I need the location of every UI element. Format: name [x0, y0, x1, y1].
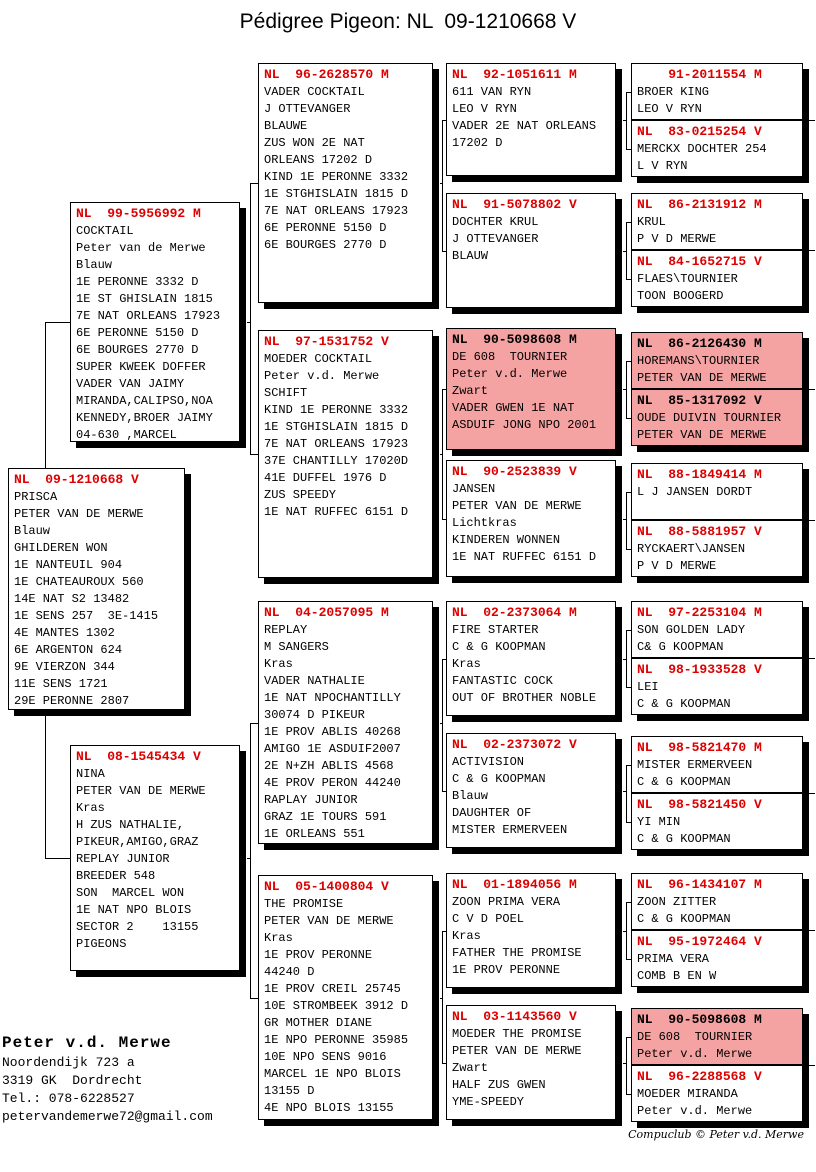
connector-line [250, 998, 258, 999]
pedigree-box-e88a [631, 463, 803, 520]
box-line: 30074 D PIKEUR [264, 708, 365, 722]
box-line: KIND 1E PERONNE 3332 [264, 170, 409, 184]
connector-line [250, 723, 258, 724]
box-line: MOEDER THE PROMISE [452, 1027, 582, 1041]
box-line: MIRANDA,CALIPSO,NOA [76, 394, 213, 408]
ring-number: NL 90-5098608 M [637, 1012, 762, 1027]
box-line: 1E PROV PERONNE [452, 963, 561, 977]
pedigree-box-e86b [631, 332, 803, 389]
ring-number: NL 90-2523839 V [452, 464, 577, 479]
box-line: 4E MANTES 1302 [14, 626, 115, 640]
box-line: 1E PROV CREIL 25745 [264, 982, 401, 996]
box-line: LEI [637, 680, 659, 694]
box-line: KIND 1E PERONNE 3332 [264, 403, 409, 417]
pedigree-box-b08 [70, 745, 240, 971]
box-line: DE 608 TOURNIER [637, 1030, 753, 1044]
box-line: 1E ST GHISLAIN 1815 [76, 292, 213, 306]
box-line: VADER GWEN 1E NAT [452, 401, 575, 415]
connector-line [45, 858, 70, 859]
box-line: RYCKAERT\JANSEN [637, 542, 746, 556]
box-line: KENNEDY,BROER JAIMY [76, 411, 213, 425]
box-line: C & G KOOPMAN [452, 772, 546, 786]
connector-line [250, 183, 258, 184]
box-line: Kras [264, 931, 293, 945]
connector-line [623, 120, 627, 121]
box-line: SCHIFT [264, 386, 308, 400]
box-line: BLAUWE [264, 119, 308, 133]
connector-line [440, 454, 443, 455]
ring-number: NL 02-2373072 V [452, 737, 577, 752]
box-line: YI MIN [637, 815, 681, 829]
box-line: 29E PERONNE 2807 [14, 694, 130, 708]
box-line: KINDEREN WONNEN [452, 533, 561, 547]
box-line: 1E PROV ABLIS 40268 [264, 725, 401, 739]
ring-number: NL 90-5098608 M [452, 332, 577, 347]
ring-number: 91-2011554 M [637, 67, 762, 82]
box-line: RAPLAY JUNIOR [264, 793, 358, 807]
box-line: 1E CHATEAUROUX 560 [14, 575, 144, 589]
box-line: GR MOTHER DIANE [264, 1016, 373, 1030]
connector-line [809, 930, 815, 931]
box-line: Blauw [452, 789, 489, 803]
box-line: L J JANSEN DORDT [637, 485, 753, 499]
box-line: 1E ORLEANS 551 [264, 827, 365, 841]
ring-number: NL 98-1933528 V [637, 662, 762, 677]
box-line: DOCHTER KRUL [452, 215, 539, 229]
box-line: 6E PERONNE 5150 D [76, 326, 199, 340]
connector-line [623, 389, 627, 390]
connector-line [809, 793, 815, 794]
box-line: DAUGHTER OF [452, 806, 532, 820]
box-line: PETER VAN DE MERWE [452, 1044, 582, 1058]
ring-number: NL 85-1317092 V [637, 393, 762, 408]
pedigree-box-e96b [631, 1065, 803, 1122]
pedigree-box-e98b [631, 736, 803, 793]
box-line: PETER VAN DE MERWE [264, 914, 394, 928]
pedigree-box-d90a [446, 328, 616, 450]
pedigree-box-d91 [446, 193, 616, 308]
box-line: C & G KOOPMAN [637, 832, 731, 846]
box-line: 6E BOURGES 2770 D [264, 238, 387, 252]
connector-line [626, 92, 627, 150]
pedigree-box-b99 [70, 202, 240, 442]
box-line: 1E NANTEUIL 904 [14, 558, 123, 572]
box-line: C& G KOOPMAN [637, 640, 724, 654]
pedigree-box-b09 [8, 468, 185, 710]
box-line: C & G KOOPMAN [452, 640, 546, 654]
connector-line [623, 519, 627, 520]
box-line: REPLAY [264, 623, 308, 637]
connector-line [623, 1063, 627, 1064]
box-line: J OTTEVANGER [452, 232, 539, 246]
box-line: Lichtkras [452, 516, 517, 530]
pedigree-box-d01 [446, 873, 616, 988]
box-line: C V D POEL [452, 912, 525, 926]
box-line: SON MARCEL WON [76, 886, 185, 900]
box-line: Zwart [452, 1061, 489, 1075]
pedigree-box-e98a [631, 658, 803, 715]
ring-number: NL 88-5881957 V [637, 524, 762, 539]
box-line: 17202 D [452, 136, 503, 150]
footer-credit: Compuclub © Peter v.d. Merwe [628, 1128, 804, 1141]
box-line: C & G KOOPMAN [637, 912, 731, 926]
box-line: C & G KOOPMAN [637, 775, 731, 789]
box-line: P V D MERWE [637, 559, 717, 573]
connector-line [442, 120, 443, 252]
ring-number: NL 05-1400804 V [264, 879, 389, 894]
box-line: 1E PERONNE 3332 D [76, 275, 199, 289]
box-line: 6E ARGENTON 624 [14, 643, 123, 657]
ring-number: NL 04-2057095 M [264, 605, 389, 620]
box-line: SECTOR 2 13155 [76, 920, 199, 934]
ring-number: NL 96-1434107 M [637, 877, 762, 892]
box-line: GHILDEREN WON [14, 541, 108, 555]
owner-phone-line: Tel.: 078-6228527 [2, 1091, 135, 1106]
box-line: VADER COCKTAIL [264, 85, 365, 99]
box-line: 04-630 ,MARCEL [76, 428, 177, 442]
box-line: FIRE STARTER [452, 623, 539, 637]
box-line: 7E NAT ORLEANS 17923 [264, 437, 409, 451]
pedigree-box-d90b [446, 460, 616, 577]
pedigree-box-e84 [631, 250, 803, 307]
ring-number: NL 86-2126430 M [637, 336, 762, 351]
pedigree-box-d92 [446, 63, 616, 176]
pedigree-box-c97 [258, 330, 433, 578]
box-line: PETER VAN DE MERWE [637, 371, 767, 385]
box-line: ZUS SPEEDY [264, 488, 337, 502]
pedigree-box-d02a [446, 601, 616, 716]
ring-number: NL 08-1545434 V [76, 749, 201, 764]
box-line: 1E PROV PERONNE [264, 948, 373, 962]
box-line: 10E STROMBEEK 3912 D [264, 999, 409, 1013]
connector-line [809, 389, 815, 390]
ring-number: NL 88-1849414 M [637, 467, 762, 482]
box-line: ORLEANS 17202 D [264, 153, 373, 167]
box-line: 7E NAT ORLEANS 17923 [76, 309, 221, 323]
box-line: 13155 D [264, 1084, 315, 1098]
pedigree-box-e83 [631, 120, 803, 177]
box-line: VADER VAN JAIMY [76, 377, 185, 391]
box-line: Peter van de Merwe [76, 241, 206, 255]
connector-line [626, 492, 627, 550]
owner-city-line: 3319 GK Dordrecht [2, 1073, 143, 1088]
box-line: Peter v.d. Merwe [637, 1104, 753, 1118]
box-line: 7E NAT ORLEANS 17923 [264, 204, 409, 218]
box-line: SUPER KWEEK DOFFER [76, 360, 206, 374]
connector-line [442, 659, 443, 792]
pedigree-box-c04 [258, 601, 433, 844]
box-line: 1E NPO PERONNE 35985 [264, 1033, 409, 1047]
ring-number: NL 02-2373064 M [452, 605, 577, 620]
connector-line [809, 1065, 815, 1066]
box-line: Kras [452, 657, 481, 671]
box-line: LEO V RYN [637, 102, 702, 116]
box-line: 4E NPO BLOIS 13155 [264, 1101, 394, 1115]
ring-number: NL 97-1531752 V [264, 334, 389, 349]
box-line: COCKTAIL [76, 224, 134, 238]
box-line: HALF ZUS GWEN [452, 1078, 546, 1092]
ring-number: NL 96-2288568 V [637, 1069, 762, 1084]
box-line: 1E STGHISLAIN 1815 D [264, 187, 409, 201]
box-line: Zwart [452, 384, 489, 398]
box-line: MISTER ERMERVEEN [637, 758, 753, 772]
pedigree-box-e88b [631, 520, 803, 577]
box-line: M SANGERS [264, 640, 329, 654]
box-line: YME-SPEEDY [452, 1095, 525, 1109]
connector-line [809, 658, 815, 659]
pedigree-box-e85 [631, 389, 803, 446]
box-line: 1E NAT NPOCHANTILLY [264, 691, 401, 705]
box-line: TOON BOOGERD [637, 289, 724, 303]
box-line: MOEDER MIRANDA [637, 1087, 738, 1101]
box-line: 37E CHANTILLY 17020D [264, 454, 409, 468]
box-line: Kras [452, 929, 481, 943]
ring-number: NL 91-5078802 V [452, 197, 577, 212]
pedigree-box-e97 [631, 601, 803, 658]
box-line: THE PROMISE [264, 897, 344, 911]
pedigree-box-c05 [258, 875, 433, 1120]
ring-number: NL 98-5821450 V [637, 797, 762, 812]
box-line: 4E PROV PERON 44240 [264, 776, 401, 790]
ring-number: NL 83-0215254 V [637, 124, 762, 139]
box-line: Peter v.d. Merwe [637, 1047, 753, 1061]
page-title: Pédigree Pigeon: NL 09-1210668 V [239, 10, 577, 33]
pedigree-box-c96 [258, 63, 433, 303]
connector-line [440, 723, 443, 724]
box-line: ASDUIF JONG NPO 2001 [452, 418, 597, 432]
box-line: ACTIVISION [452, 755, 525, 769]
connector-line [250, 183, 251, 455]
box-line: 1E NAT RUFFEC 6151 D [452, 550, 597, 564]
box-line: LEO V RYN [452, 102, 517, 116]
ring-number: NL 95-1972464 V [637, 934, 762, 949]
ring-number: NL 98-5821470 M [637, 740, 762, 755]
connector-line [247, 858, 251, 859]
box-line: MERCKX DOCHTER 254 [637, 142, 767, 156]
connector-line [809, 250, 815, 251]
box-line: FATHER THE PROMISE [452, 946, 582, 960]
box-line: REPLAY JUNIOR [76, 852, 170, 866]
owner-email-line: petervandemerwe72@gmail.com [2, 1109, 213, 1124]
connector-line [623, 251, 627, 252]
connector-line [626, 765, 627, 823]
box-line: PETER VAN DE MERWE [14, 507, 144, 521]
box-line: HOREMANS\TOURNIER [637, 354, 760, 368]
owner-address-line: Noordendijk 723 a [2, 1055, 135, 1070]
box-line: ZOON PRIMA VERA [452, 895, 561, 909]
box-line: MISTER ERMERVEEN [452, 823, 568, 837]
box-line: 9E VIERZON 344 [14, 660, 115, 674]
connector-line [626, 1037, 627, 1095]
box-line: 6E BOURGES 2770 D [76, 343, 199, 357]
box-line: Peter v.d. Merwe [264, 369, 380, 383]
box-line: PIKEUR,AMIGO,GRAZ [76, 835, 199, 849]
box-line: P V D MERWE [637, 232, 717, 246]
box-line: 11E SENS 1721 [14, 677, 108, 691]
box-line: Kras [76, 801, 105, 815]
box-line: J OTTEVANGER [264, 102, 351, 116]
box-line: SON GOLDEN LADY [637, 623, 746, 637]
box-line: MOEDER COCKTAIL [264, 352, 373, 366]
connector-line [809, 120, 815, 121]
box-line: ZUS WON 2E NAT [264, 136, 365, 150]
connector-line [623, 791, 627, 792]
box-line: BLAUW [452, 249, 489, 263]
connector-line [440, 183, 443, 184]
connector-line [626, 361, 627, 419]
ring-number: NL 01-1894056 M [452, 877, 577, 892]
ring-number: NL 84-1652715 V [637, 254, 762, 269]
box-line: 6E PERONNE 5150 D [264, 221, 387, 235]
ring-number: NL 97-2253104 M [637, 605, 762, 620]
box-line: DE 608 TOURNIER [452, 350, 568, 364]
box-line: PETER VAN DE MERWE [76, 784, 206, 798]
connector-line [623, 931, 627, 932]
owner-block [2, 1032, 213, 1126]
box-line: PIGEONS [76, 937, 127, 951]
box-line: PRIMA VERA [637, 952, 710, 966]
box-line: L V RYN [637, 159, 688, 173]
box-line: NINA [76, 767, 105, 781]
connector-line [440, 998, 443, 999]
owner-name: Peter v.d. Merwe [2, 1034, 172, 1052]
ring-number: NL 96-2628570 M [264, 67, 389, 82]
pedigree-box-e95 [631, 930, 803, 987]
connector-line [250, 454, 258, 455]
box-line: 1E NAT RUFFEC 6151 D [264, 505, 409, 519]
box-line: 611 VAN RYN [452, 85, 532, 99]
connector-line [809, 520, 815, 521]
box-line: ZOON ZITTER [637, 895, 717, 909]
box-line: Peter v.d. Merwe [452, 367, 568, 381]
box-line: AMIGO 1E ASDUIF2007 [264, 742, 401, 756]
pedigree-box-e90 [631, 1008, 803, 1065]
box-line: BROER KING [637, 85, 710, 99]
pedigree-box-e98c [631, 793, 803, 850]
box-line: GRAZ 1E TOURS 591 [264, 810, 387, 824]
box-line: PRISCA [14, 490, 58, 504]
box-line: 1E SENS 257 3E-1415 [14, 609, 159, 623]
connector-line [623, 659, 627, 660]
connector-line [45, 322, 70, 323]
pedigree-box-e96a [631, 873, 803, 930]
box-line: Blauw [14, 524, 51, 538]
box-line: 41E DUFFEL 1976 D [264, 471, 387, 485]
box-line: MARCEL 1E NPO BLOIS [264, 1067, 401, 1081]
box-line: OUT OF BROTHER NOBLE [452, 691, 597, 705]
ring-number: NL 09-1210668 V [14, 472, 139, 487]
connector-line [250, 723, 251, 999]
box-line: 1E STGHISLAIN 1815 D [264, 420, 409, 434]
box-line: FANTASTIC COCK [452, 674, 553, 688]
pedigree-box-e86a [631, 193, 803, 250]
box-line: Blauw [76, 258, 113, 272]
box-line: 2E N+ZH ABLIS 4568 [264, 759, 394, 773]
box-line: KRUL [637, 215, 666, 229]
box-line: VADER NATHALIE [264, 674, 365, 688]
box-line: COMB B EN W [637, 969, 717, 983]
box-line: 14E NAT S2 13482 [14, 592, 130, 606]
ring-number: NL 92-1051611 M [452, 67, 577, 82]
box-line: BREEDER 548 [76, 869, 156, 883]
ring-number: NL 86-2131912 M [637, 197, 762, 212]
box-line: 1E NAT NPO BLOIS [76, 903, 192, 917]
box-line: 10E NPO SENS 9016 [264, 1050, 387, 1064]
pedigree-box-d03 [446, 1005, 616, 1120]
box-line: OUDE DUIVIN TOURNIER [637, 411, 782, 425]
box-line: PETER VAN DE MERWE [452, 499, 582, 513]
box-line: VADER 2E NAT ORLEANS [452, 119, 597, 133]
pedigree-box-e91 [631, 63, 803, 120]
box-line: JANSEN [452, 482, 496, 496]
ring-number: NL 03-1143560 V [452, 1009, 577, 1024]
box-line: 44240 D [264, 965, 315, 979]
ring-number: NL 99-5956992 M [76, 206, 201, 221]
box-line: PETER VAN DE MERWE [637, 428, 767, 442]
box-line: FLAES\TOURNIER [637, 272, 738, 286]
box-line: Kras [264, 657, 293, 671]
box-line: H ZUS NATHALIE, [76, 818, 185, 832]
box-line: C & G KOOPMAN [637, 697, 731, 711]
pedigree-box-d02b [446, 733, 616, 848]
connector-line [247, 322, 251, 323]
